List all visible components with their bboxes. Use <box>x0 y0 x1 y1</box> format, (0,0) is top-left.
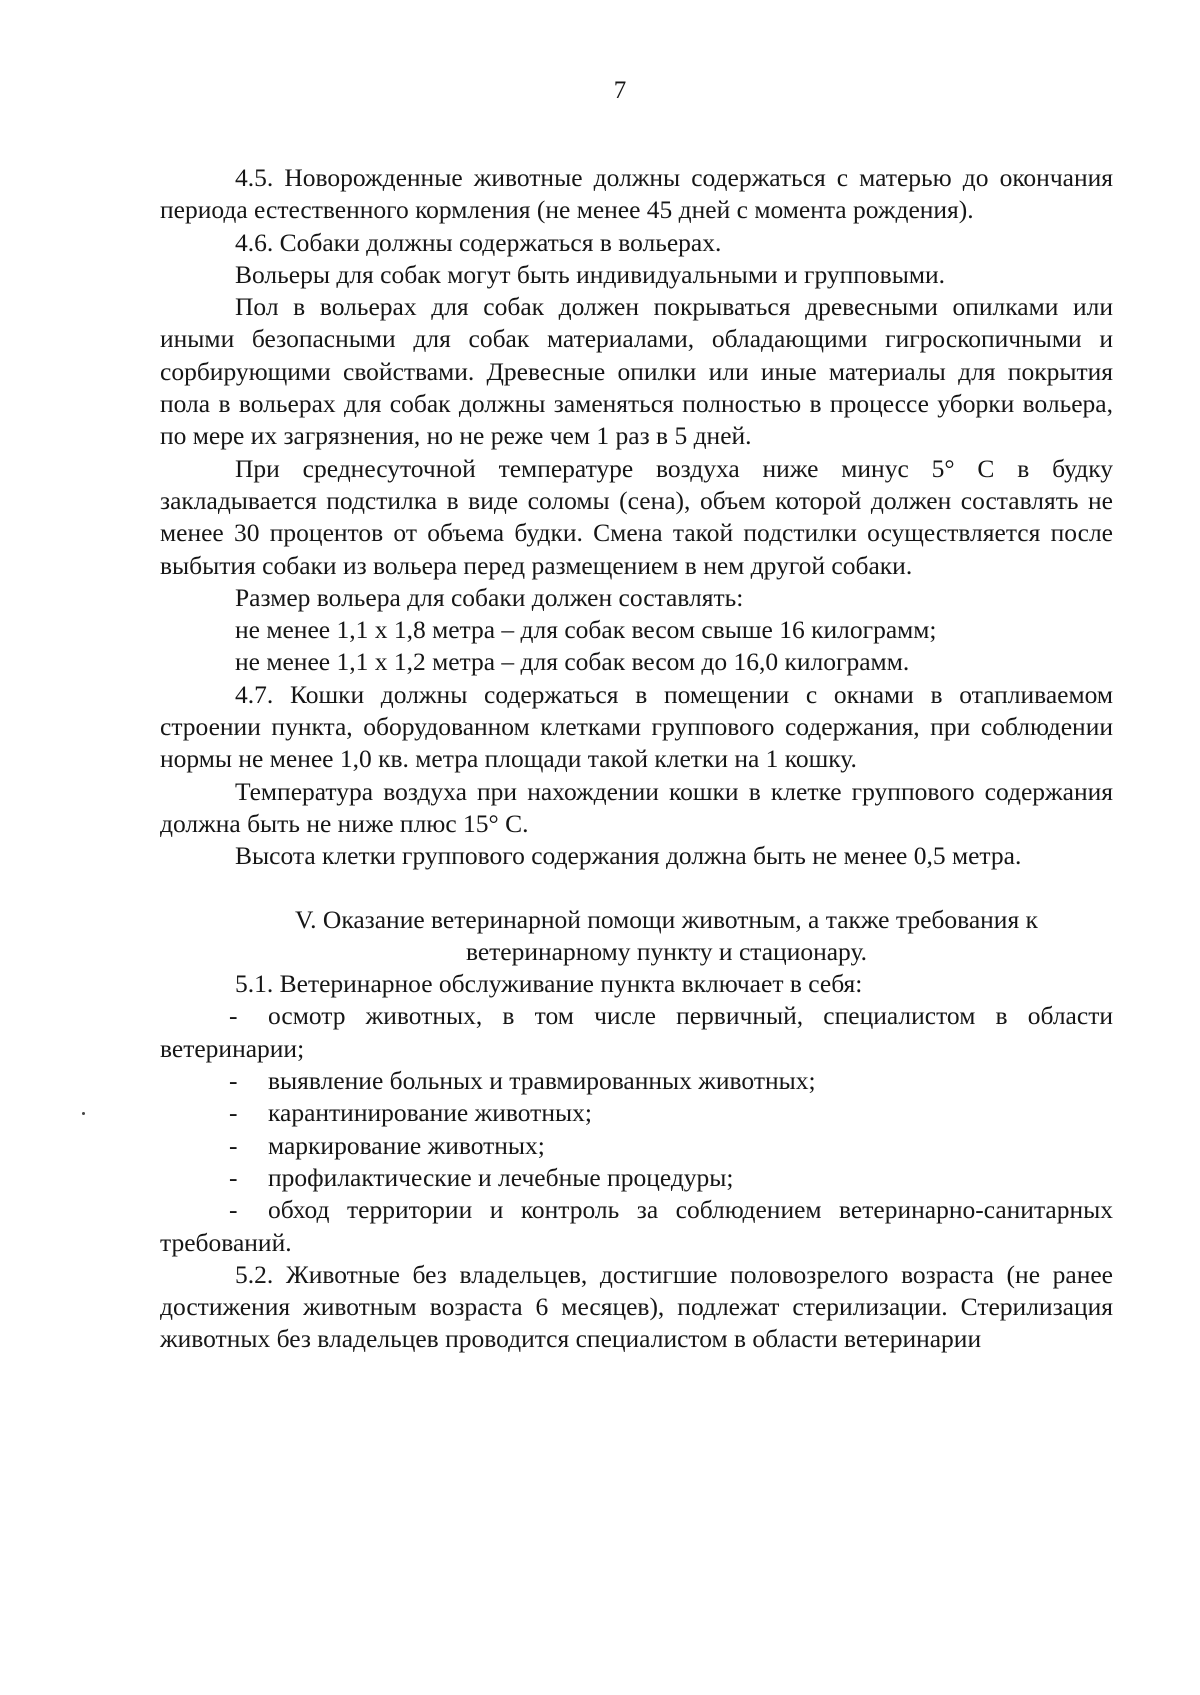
list-item-text: осмотр животных, в том числе первичный, специалистом в области ветеринарии; <box>160 1001 1113 1063</box>
paragraph-enclosure-types: Вольеры для собак могут быть индивидуальными и групповыми. <box>235 259 945 289</box>
dash-bullet: - <box>229 1130 238 1160</box>
dash-bullet: - <box>229 1162 238 1192</box>
list-item-text: выявление больных и травмированных животных; <box>268 1066 816 1096</box>
list-item <box>160 1065 1113 1097</box>
paragraph-5-2: 5.2. Животные без владельцев, достигшие половозрелого возраста (не ранее достижения животным возраста 6 месяцев), подлежат стерилизации. Стерилизация животных без владельцев проводится специалистом в области ветеринарии <box>160 1259 1113 1354</box>
list-item-text: маркирование животных; <box>268 1130 545 1160</box>
paragraph-cage-height: Высота клетки группового содержания должна быть не менее 0,5 метра. <box>235 841 1022 871</box>
paragraph-enclosure-floor: Пол в вольерах для собак должен покрываться древесными опилками или иными безопасными для собак материалами, обладающими гигроскопичными и сорбирующими свойствами. Древесные опилки или иные материалы для покрытия пола в вольерах для собак должны заменяться полностью в процессе уборки вольера, по мере их загрязнения, но не реже чем 1 раз в 5 дней. <box>160 292 1113 451</box>
list-item-text: профилактические и лечебные процедуры; <box>268 1162 734 1192</box>
document-body <box>160 162 1113 1356</box>
scan-speck <box>82 1112 85 1115</box>
paragraph-4-5: 4.5. Новорожденные животные должны содержаться с матерью до окончания периода естественного кормления (не менее 45 дней с момента рождения). <box>160 163 1113 225</box>
dash-bullet: - <box>229 1001 238 1031</box>
list-item-text: карантинирование животных; <box>268 1098 592 1128</box>
section-heading-line-2: ветеринарному пункту и стационару. <box>465 936 868 966</box>
section-heading-line-1: V. Оказание ветеринарной помощи животным, а также требования к <box>295 904 1038 934</box>
paragraph-enclosure-size-large: не менее 1,1 x 1,8 метра – для собак весом свыше 16 килограмм; <box>235 615 937 645</box>
list-item-text: обход территории и контроль за соблюдением ветеринарно-санитарных требований. <box>160 1195 1113 1257</box>
list-item <box>160 1130 1113 1162</box>
paragraph-4-7: 4.7. Кошки должны содержаться в помещении с окнами в отапливаемом строении пункта, оборудованном клетками группового содержания, при соблюдении нормы не менее 1,0 кв. метра площади такой клетки на 1 кошку. <box>160 679 1113 774</box>
paragraph-enclosure-size-small: не менее 1,1 x 1,2 метра – для собак весом до 16,0 килограмм. <box>235 647 910 677</box>
dash-bullet: - <box>229 1066 238 1096</box>
paragraph-bedding-temperature: При среднесуточной температуре воздуха ниже минус 5° С в будку закладывается подстилка в виде соломы (сена), объем которой должен составлять не менее 30 процентов от объема будки. Смена такой подстилки осуществляется после выбытия собаки из вольера перед размещением в нем другой собаки. <box>160 453 1113 580</box>
page-number: 7 <box>613 77 627 104</box>
dash-bullet: - <box>229 1098 238 1128</box>
dash-bullet: - <box>229 1195 238 1225</box>
list-item <box>160 1097 1113 1129</box>
paragraph-5-1: 5.1. Ветеринарное обслуживание пункта включает в себя: <box>235 969 863 999</box>
list-item <box>160 1194 1113 1259</box>
paragraph-cat-temperature: Температура воздуха при нахождении кошки в клетке группового содержания должна быть не ниже плюс 15° С. <box>160 776 1113 838</box>
list-item <box>160 1000 1113 1065</box>
paragraph-4-6: 4.6. Собаки должны содержаться в вольерах. <box>235 227 722 257</box>
paragraph-enclosure-size: Размер вольера для собаки должен составлять: <box>235 582 744 612</box>
list-item <box>160 1162 1113 1194</box>
